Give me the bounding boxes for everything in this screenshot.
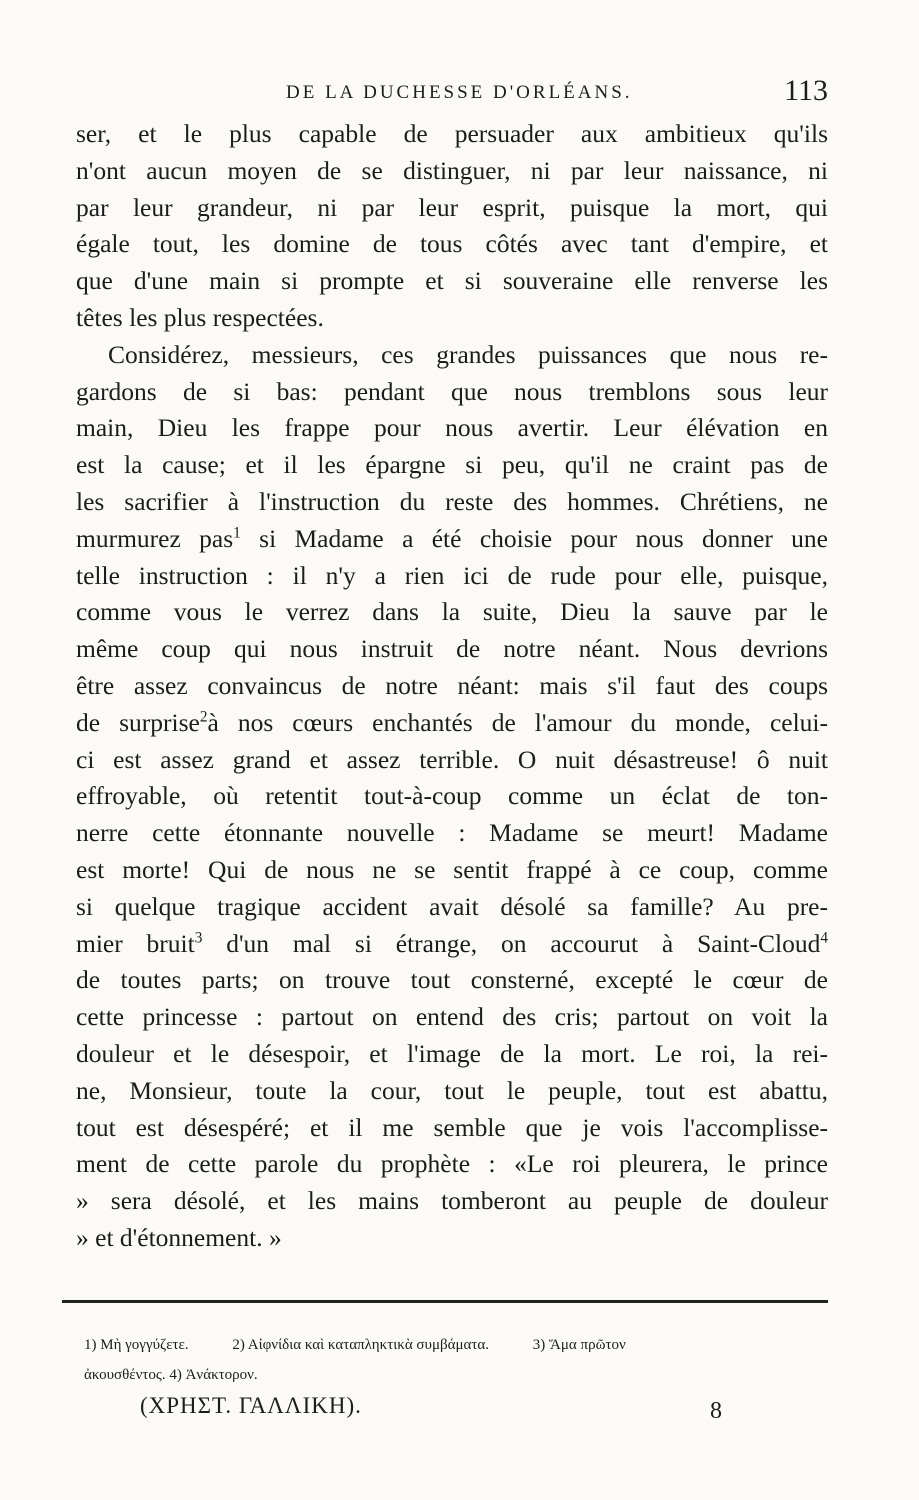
text-line: de toutes parts; on trouve tout consterné, excepté le cœur de bbox=[76, 965, 828, 995]
footnote-divider bbox=[62, 1300, 828, 1303]
text-line: gardons de si bas: pendant que nous tremblons sous leur bbox=[76, 376, 828, 406]
text-line: est morte! Qui de nous ne se sentit frappé à ce coup, comme bbox=[76, 854, 828, 884]
text-line: Considérez, messieurs, ces grandes puissances que nous re- bbox=[108, 339, 828, 369]
footnote-text-3b: ἀκουσθέντος. bbox=[84, 1367, 166, 1383]
text-line: ser, et le plus capable de persuader aux ambitieux qu'ils bbox=[76, 119, 828, 148]
text-line: être assez convaincus de notre néant: mais s'il faut des coups bbox=[76, 670, 828, 700]
text-line: égale tout, les domine de tous côtés avec tant d'empire, et bbox=[76, 229, 828, 259]
page-number: 113 bbox=[784, 74, 828, 107]
body-text bbox=[76, 116, 828, 1257]
text-line bbox=[76, 926, 828, 963]
footnote-text-2: Αἰφνίδια καὶ καταπληκτικὰ συμβάματα. bbox=[247, 1337, 490, 1353]
text-line: cette princesse : partout on entend des cris; partout on voit la bbox=[76, 1002, 828, 1032]
page-header bbox=[76, 74, 828, 114]
text-line: main, Dieu les frappe pour nous avertir. Leur élévation en bbox=[76, 413, 828, 443]
text-line: ci est assez grand et assez terrible. O nuit désastreuse! ô nuit bbox=[76, 744, 828, 774]
footnote-ref-3: 3 bbox=[194, 929, 203, 947]
text-line: comme vous le verrez dans la suite, Dieu la sauve par le bbox=[76, 597, 828, 627]
footnote-text-1: Μὴ γογγύζετε. bbox=[100, 1337, 189, 1353]
text-line: » et d'étonnement. » bbox=[76, 1222, 282, 1252]
text-line: même coup qui nous instruit de notre néant. Nous devrions bbox=[76, 634, 828, 664]
text-segment: si Madame a été choisie pour nous donner une bbox=[240, 523, 828, 553]
footnote-line bbox=[84, 1330, 824, 1360]
text-segment: de surprise bbox=[76, 707, 200, 737]
text-line: effroyable, où retentit tout-à-coup comme un éclat de ton- bbox=[76, 781, 828, 811]
text-segment: à nos cœurs enchantés de l'amour du monde, celui- bbox=[207, 707, 828, 737]
text-line: telle instruction : il n'y a rien ici de rude pour elle, puisque, bbox=[76, 560, 828, 590]
text-line: ne, Monsieur, toute la cour, tout le peuple, tout est abattu, bbox=[76, 1075, 828, 1105]
text-segment: d'un mal si étrange, on accourut à Saint-Cloud bbox=[202, 928, 821, 958]
text-line: par leur grandeur, ni par leur esprit, puisque la mort, qui bbox=[76, 192, 828, 222]
text-line: nerre cette étonnante nouvelle : Madame se meurt! Madame bbox=[76, 818, 828, 848]
signature-mark: (ΧΡΗΣΤ. ΓΑΛΛΙΚΗ). bbox=[140, 1393, 362, 1418]
footnote-ref-4: 4 bbox=[820, 929, 828, 947]
text-line: douleur et le désespoir, et l'image de la mort. Le roi, la rei- bbox=[76, 1038, 828, 1068]
text-line: tout est désespéré; et il me semble que je vois l'accomplisse- bbox=[76, 1112, 828, 1142]
footnote-mark-4: 4) bbox=[169, 1367, 182, 1383]
text-line bbox=[76, 521, 828, 558]
text-line: si quelque tragique accident avait désolé sa famille? Au pre- bbox=[76, 891, 828, 921]
text-line: » sera désolé, et les mains tomberont au peuple de douleur bbox=[76, 1186, 828, 1216]
footnote-text-4: Ἀνάκτορον. bbox=[185, 1367, 258, 1383]
footnote-ref-1: 1 bbox=[233, 524, 241, 542]
running-title: DE LA DUCHESSE D'ORLÉANS. bbox=[286, 82, 633, 103]
text-segment: mier bruit bbox=[76, 928, 195, 958]
footnote-line bbox=[84, 1360, 824, 1390]
text-segment: murmurez pas bbox=[76, 523, 234, 553]
text-line: têtes les plus respectées. bbox=[76, 302, 324, 332]
sheet-number: 8 bbox=[710, 1398, 722, 1424]
footnote-mark-1: 1) bbox=[84, 1337, 97, 1353]
footnote-text-3a: Ἅμα πρῶτον bbox=[549, 1337, 626, 1353]
footnote-ref-2: 2 bbox=[199, 708, 208, 726]
text-line: que d'une main si prompte et si souveraine elle renverse les bbox=[76, 266, 828, 296]
text-line bbox=[76, 705, 828, 742]
text-line: les sacrifier à l'instruction du reste des hommes. Chrétiens, ne bbox=[76, 486, 828, 516]
footnote-mark-3: 3) bbox=[532, 1337, 546, 1353]
footnotes bbox=[84, 1330, 824, 1390]
text-line: est la cause; et il les épargne si peu, qu'il ne craint pas de bbox=[76, 450, 828, 480]
footnote-mark-2: 2) bbox=[232, 1337, 245, 1353]
text-line: n'ont aucun moyen de se distinguer, ni par leur naissance, ni bbox=[76, 155, 828, 185]
text-line: ment de cette parole du prophète : «Le roi pleurera, le prince bbox=[76, 1149, 828, 1179]
